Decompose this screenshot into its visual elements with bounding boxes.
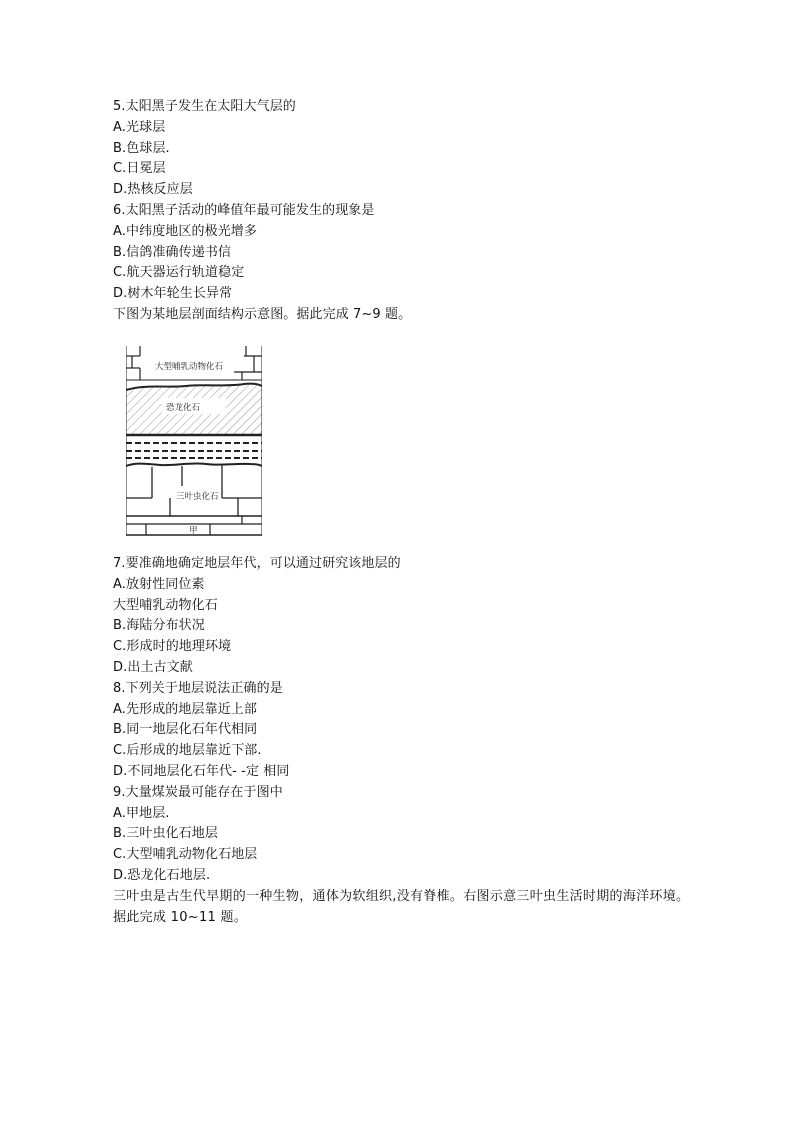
q7-stray-line: 大型哺乳动物化石 bbox=[113, 597, 218, 613]
q9-option-b: B.三叶虫化石地层 bbox=[113, 826, 218, 842]
question-5-stem: 5.太阳黑子发生在太阳大气层的 bbox=[113, 99, 296, 114]
q5-option-a: A.光球层 bbox=[113, 119, 166, 135]
q6-option-c: C.航天器运行轨道稳定 bbox=[113, 265, 245, 281]
q8-option-d: D.不同地层化石年代- -定 相同 bbox=[113, 763, 290, 779]
jia-layer bbox=[126, 516, 262, 536]
q9-option-d: D.恐龙化石地层. bbox=[113, 867, 211, 883]
dinosaur-fossil-label: 恐龙化石 bbox=[166, 403, 201, 413]
q6-option-a: A.中纬度地区的极光增多 bbox=[113, 223, 257, 239]
q8-option-a: A.先形成的地层靠近上部 bbox=[113, 701, 257, 717]
q7-option-a: A.放射性同位素 bbox=[113, 576, 205, 592]
trilobite-intro-paragraph: 三叶虫是古生代早期的一种生物，通体为软组织,没有脊椎。右图示意三叶虫生活时期的海洋环境。据此完成 10~11 题。 bbox=[113, 888, 690, 925]
question-8-stem: 8.下列关于地层说法正确的是 bbox=[113, 680, 283, 696]
q6-option-b: B.信鸽准确传递书信 bbox=[113, 244, 232, 260]
q5-option-c: C.日冕层 bbox=[113, 161, 166, 177]
q8-option-c: C.后形成的地层靠近下部. bbox=[113, 743, 262, 759]
question-9-stem: 9.大量煤炭最可能存在于图中 bbox=[113, 784, 283, 800]
q7-option-d: D.出土古文献 bbox=[113, 659, 193, 675]
questions-5-6 bbox=[113, 97, 713, 326]
q7-option-c: C.形成时的地理环境 bbox=[113, 639, 232, 655]
stratum-profile-figure bbox=[126, 346, 262, 536]
figure-intro: 下图为某地层剖面结构示意图。据此完成 7~9 题。 bbox=[113, 306, 412, 322]
question-7-stem: 7.要准确地确定地层年代，可以通过研究该地层的 bbox=[113, 556, 401, 571]
q7-option-b: B.海陆分布状况 bbox=[113, 618, 205, 634]
jia-layer-label: 甲 bbox=[189, 526, 198, 536]
q5-option-d: D.热核反应层 bbox=[113, 182, 193, 198]
q5-option-b: B.色球层. bbox=[113, 140, 170, 156]
q8-option-b: B.同一地层化石年代相同 bbox=[113, 722, 258, 738]
q9-option-a: A.甲地层. bbox=[113, 805, 170, 821]
mammal-fossil-label: 大型哺乳动物化石 bbox=[155, 362, 224, 372]
q9-option-c: C.大型哺乳动物化石地层 bbox=[113, 847, 258, 863]
trilobite-fossil-label: 三叶虫化石 bbox=[176, 492, 219, 502]
dashed-sediment-layers bbox=[126, 443, 262, 458]
questions-7-9 bbox=[113, 554, 713, 928]
question-6-stem: 6.太阳黑子活动的峰值年最可能发生的现象是 bbox=[113, 202, 375, 218]
q6-option-d: D.树木年轮生长异常 bbox=[113, 286, 233, 302]
mammal-fossil-layer bbox=[126, 346, 262, 380]
